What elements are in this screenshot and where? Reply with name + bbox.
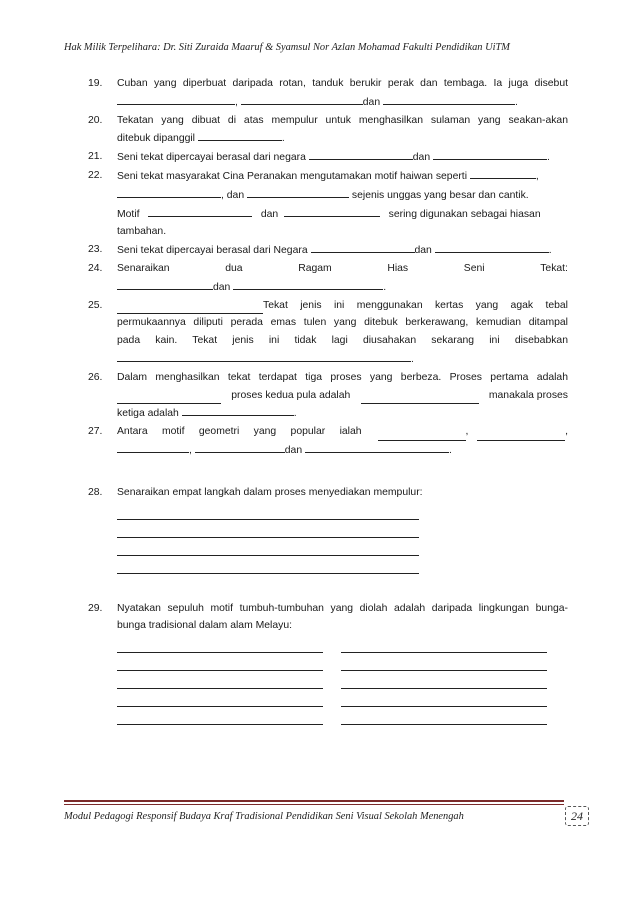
answer-blank[interactable] [378,429,466,441]
question-22 [88,167,568,241]
answer-line[interactable] [117,556,419,574]
question-word: dua [225,262,243,274]
question-text: sering digunakan sebagai hiasan [388,208,541,220]
answer-line[interactable] [341,671,547,689]
question-24 [88,260,568,297]
answer-blank[interactable] [435,241,549,253]
punct: , [565,426,568,438]
answer-blank[interactable] [241,93,363,105]
question-word: Tekat: [540,262,568,274]
question-number: 25. [88,299,103,311]
question-word: Seni [463,262,485,274]
answer-blank[interactable] [198,129,282,141]
answer-line[interactable] [117,502,419,520]
answer-blank[interactable] [117,93,235,105]
conjunction: dan [412,152,431,164]
question-text: Seni tekat dipercayai berasal dari Negara [117,245,308,257]
conjunction: dan [284,444,303,456]
answer-line[interactable] [117,671,323,689]
question-text: ketiga adalah [117,408,179,420]
punct: , [535,170,539,182]
question-text: ditebuk dipanggil [117,133,195,145]
answer-blank[interactable] [117,278,213,290]
question-20 [88,112,568,149]
answer-line[interactable] [117,707,323,725]
question-text: sejenis unggas yang besar dan cantik. [351,189,529,201]
question-number: 28. [88,486,103,498]
question-number: 27. [88,426,103,438]
conjunction: dan [414,245,432,257]
answer-blank[interactable] [117,302,263,314]
question-21 [88,148,568,167]
punct: . [293,408,297,420]
question-text: Tekatan yang dibuat di atas mempulur untuk menghasilkan sulaman yang seakan-akan [117,114,568,126]
answer-line[interactable] [117,520,419,538]
punct: . [281,133,285,145]
question-text: tambahan. [117,226,167,238]
answer-blank[interactable] [182,404,294,416]
answer-blank[interactable] [117,186,221,198]
answer-line[interactable] [117,653,323,671]
question-text: Motif [117,208,140,220]
footer-rule [64,800,564,802]
question-28 [88,484,568,574]
question-text: Seni tekat dipercayai berasal dari negara [117,152,306,164]
answer-blank[interactable] [305,441,449,453]
question-number: 20. [88,114,103,126]
question-25 [88,297,568,369]
answer-blank[interactable] [117,441,189,453]
punct: , [189,444,192,456]
answer-line[interactable] [117,689,323,707]
punct: . [411,353,414,365]
answer-blank[interactable] [361,392,479,404]
question-word: Hias [387,262,409,274]
answer-line[interactable] [117,538,419,556]
question-text: Cuban yang diperbuat daripada rotan, tanduk berukir perak dan tembaga. Ia juga disebut [117,78,568,89]
answer-blank[interactable] [247,186,349,198]
question-list [88,75,568,725]
footer-rule [64,804,564,805]
question-number: 22. [88,169,103,181]
question-19 [88,75,568,112]
question-text: pada kain. Tekat jenis ini tidak lagi diusahakan sekarang ini disebabkan [117,335,568,347]
punct: , [235,96,238,108]
question-word: Ragam [298,262,332,274]
page-header: Hak Milik Terpelihara: Dr. Siti Zuraida Maaruf & Syamsul Nor Azlan Mohamad Fakulti Pendidikan UiTM [64,42,510,53]
question-29 [88,600,568,726]
question-number: 19. [88,78,103,89]
answer-blank[interactable] [477,429,565,441]
answer-blank[interactable] [195,441,285,453]
punct: . [383,281,387,293]
answer-line[interactable] [341,653,547,671]
question-number: 21. [88,151,103,163]
answer-blank[interactable] [470,167,536,179]
answer-blank[interactable] [148,205,252,217]
conjunction: dan [260,208,279,220]
page-footer: Modul Pedagogi Responsif Budaya Kraf Tradisional Pendidikan Seni Visual Sekolah Menengah [64,811,464,822]
answer-blank[interactable] [284,205,380,217]
answer-blank[interactable] [233,278,383,290]
question-text: Antara motif geometri yang popular ialah [117,426,362,438]
question-text: bunga tradisional dalam alam Melayu: [117,620,293,632]
question-text: permukaannya diliputi perada emas tulen yang ditebuk berkerawang, kemudian ditampal [117,317,568,329]
question-number: 26. [88,371,103,383]
answer-blank[interactable] [311,241,415,253]
question-text: , dan [221,189,245,201]
question-23 [88,241,568,260]
answer-blank[interactable] [383,93,515,105]
punct: , [465,426,469,438]
answer-blank[interactable] [117,392,221,404]
punct: . [547,152,550,164]
answer-blank[interactable] [117,350,411,362]
question-text: Senaraikan empat langkah dalam proses menyediakan mempulur: [117,486,423,498]
punct: . [449,444,452,456]
question-text: manakala proses [488,389,568,401]
conjunction: dan [362,96,381,108]
punct: . [515,96,518,108]
question-number: 23. [88,244,103,256]
question-word: Senaraikan [117,262,170,274]
answer-line[interactable] [341,707,547,725]
question-text: Seni tekat masyarakat Cina Peranakan mengutamakan motif haiwan seperti [117,170,468,182]
answer-line[interactable] [341,689,547,707]
question-text: Nyatakan sepuluh motif tumbuh-tumbuhan yang diolah adalah daripada lingkungan bunga- [117,602,568,614]
punct: . [548,245,552,257]
answer-line[interactable] [341,635,547,653]
answer-blank[interactable] [433,148,547,160]
answer-blank[interactable] [309,148,413,160]
question-26 [88,369,568,423]
page-number: 24 [565,806,589,826]
question-text: Tekat jenis ini menggunakan kertas yang agak tebal [263,299,568,311]
question-text: Dalam menghasilkan tekat terdapat tiga proses yang berbeza. Proses pertama adalah [117,371,568,383]
conjunction: dan [213,281,231,293]
question-27 [88,423,568,460]
question-number: 24. [88,262,103,274]
question-number: 29. [88,602,103,614]
answer-line[interactable] [117,635,323,653]
question-text: proses kedua pula adalah [231,389,351,401]
